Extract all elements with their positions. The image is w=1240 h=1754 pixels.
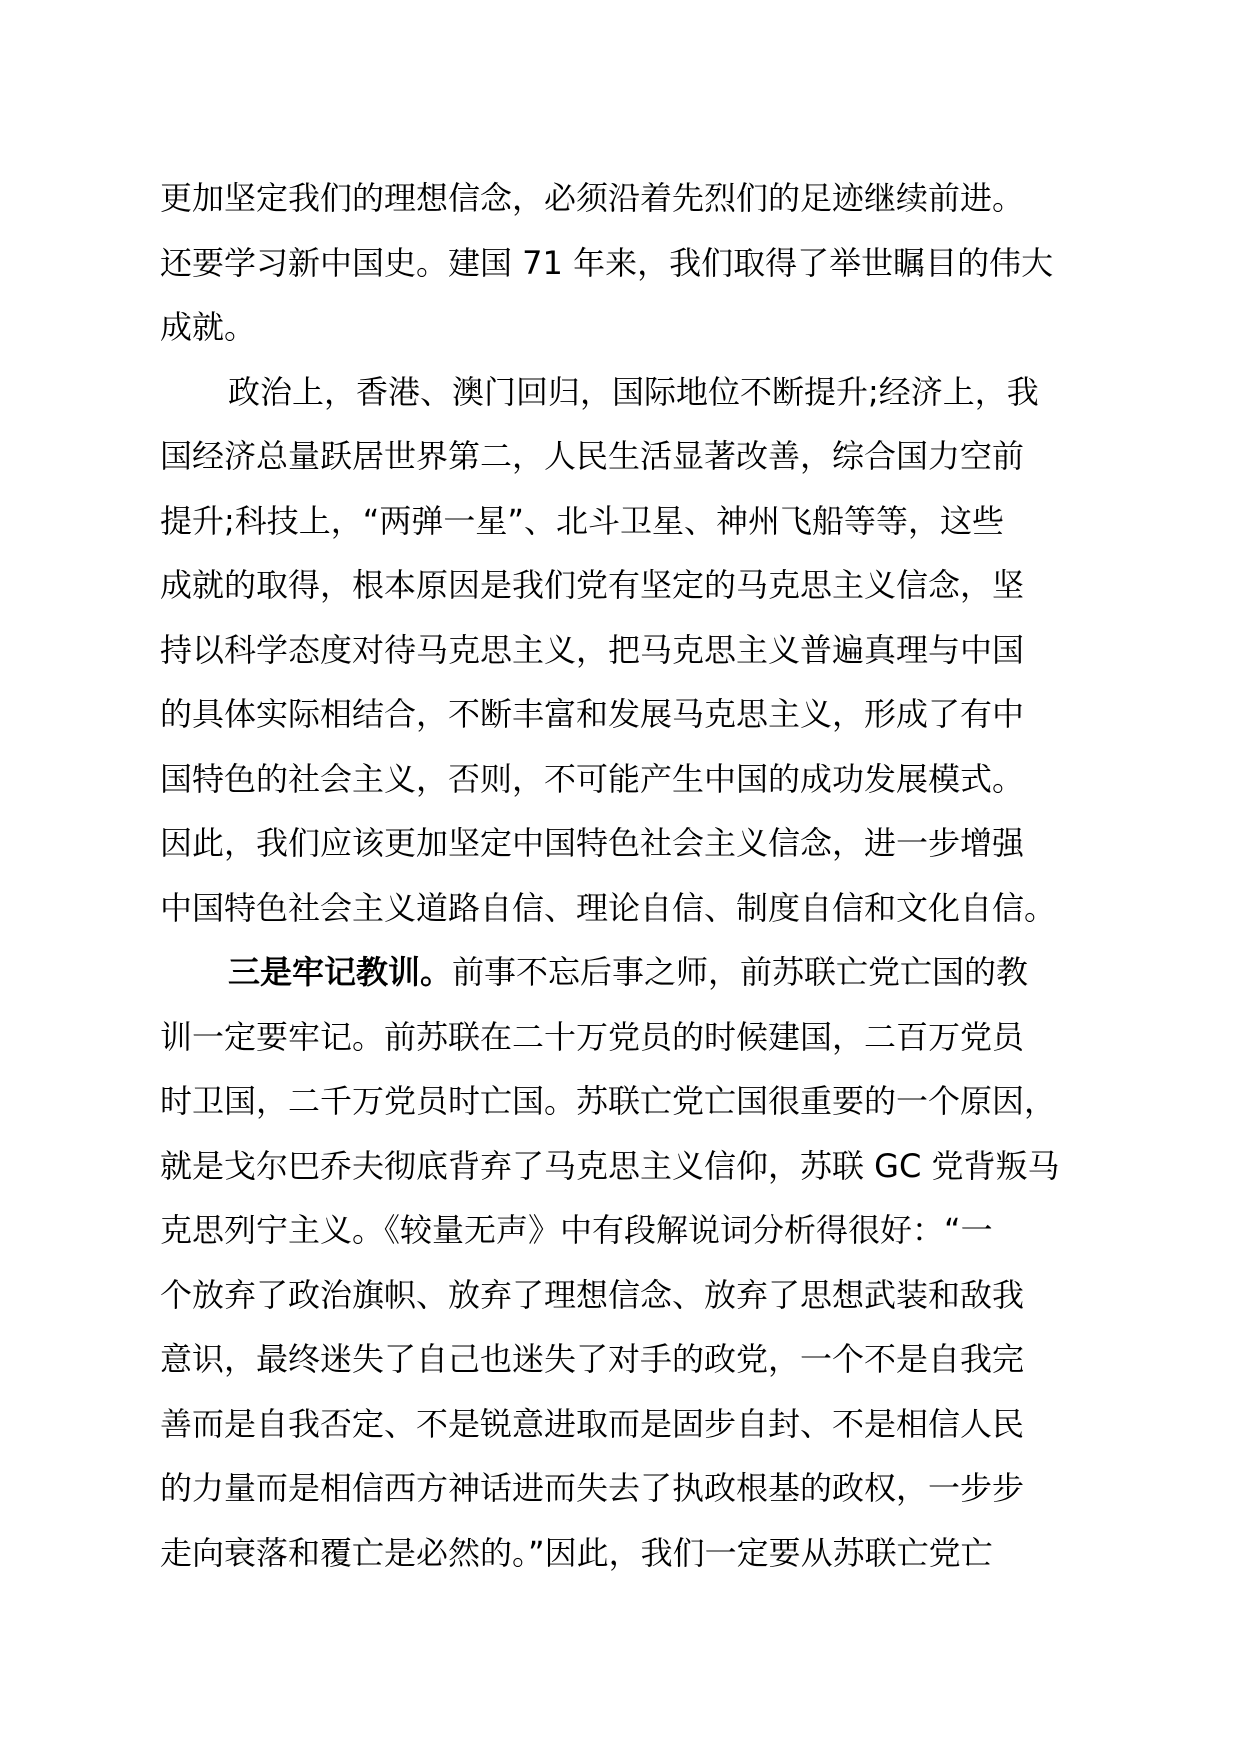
text-line: 提升;科技上，“两弹一星”、北斗卫星、神州飞船等等，这些: [160, 501, 1004, 540]
text-line: 中国特色社会主义道路自信、理论自信、制度自信和文化自信。: [160, 888, 1057, 927]
text-line: 就是戈尔巴乔夫彻底背弃了马克思主义信仰，苏联 GC 党背叛马: [160, 1146, 1060, 1185]
text-line: 时卫国，二千万党员时亡国。苏联亡党亡国很重要的一个原因，: [160, 1082, 1057, 1120]
text-line: 的力量而是相信西方神话进而失去了执政根基的政权，一步步: [160, 1469, 1025, 1507]
text-line: 意识，最终迷失了自己也迷失了对手的政党，一个不是自我完: [160, 1340, 1025, 1378]
text-line: 因此，我们应该更加坚定中国特色社会主义信念，进一步增强: [160, 824, 1025, 862]
text-line: 更加坚定我们的理想信念，必须沿着先烈们的足迹继续前进。: [160, 179, 1025, 217]
text-line: 国特色的社会主义，否则，不可能产生中国的成功发展模式。: [160, 759, 1025, 798]
text-line: 的具体实际相结合，不断丰富和发展马克思主义，形成了有中: [160, 695, 1025, 733]
text-line: 还要学习新中国史。建国 71 年来，我们取得了举世瞩目的伟大: [160, 243, 1054, 282]
text-line: 成就。: [160, 308, 257, 346]
paragraph-start-line: [160, 940, 1120, 1005]
text-line: 个放弃了政治旗帜、放弃了理想信念、放弃了思想武装和敌我: [160, 1275, 1025, 1314]
section-heading-three: 三是牢记教训。: [228, 953, 453, 991]
text-line: 善而是自我否定、不是锐意进取而是固步自封、不是相信人民: [160, 1404, 1025, 1443]
text-line: 国经济总量跃居世界第二，人民生活显著改善，综合国力空前: [160, 437, 1025, 475]
text-line-rest: 前事不忘后事之师，前苏联亡党亡国的教: [452, 953, 1029, 991]
text-line: 持以科学态度对待马克思主义，把马克思主义普遍真理与中国: [160, 630, 1025, 669]
paragraph-start-line: 政治上，香港、澳门回归，国际地位不断提升;经济上，我: [228, 372, 1039, 411]
text-line: 成就的取得，根本原因是我们党有坚定的马克思主义信念，坚: [160, 566, 1025, 604]
text-line: 训一定要牢记。前苏联在二十万党员的时候建国，二百万党员: [160, 1017, 1025, 1056]
body-text: [160, 166, 1120, 1585]
text-line: 走向衰落和覆亡是必然的。”因此，我们一定要从苏联亡党亡: [160, 1533, 993, 1572]
text-line: 克思列宁主义。《较量无声》中有段解说词分析得很好：“一: [160, 1211, 993, 1249]
